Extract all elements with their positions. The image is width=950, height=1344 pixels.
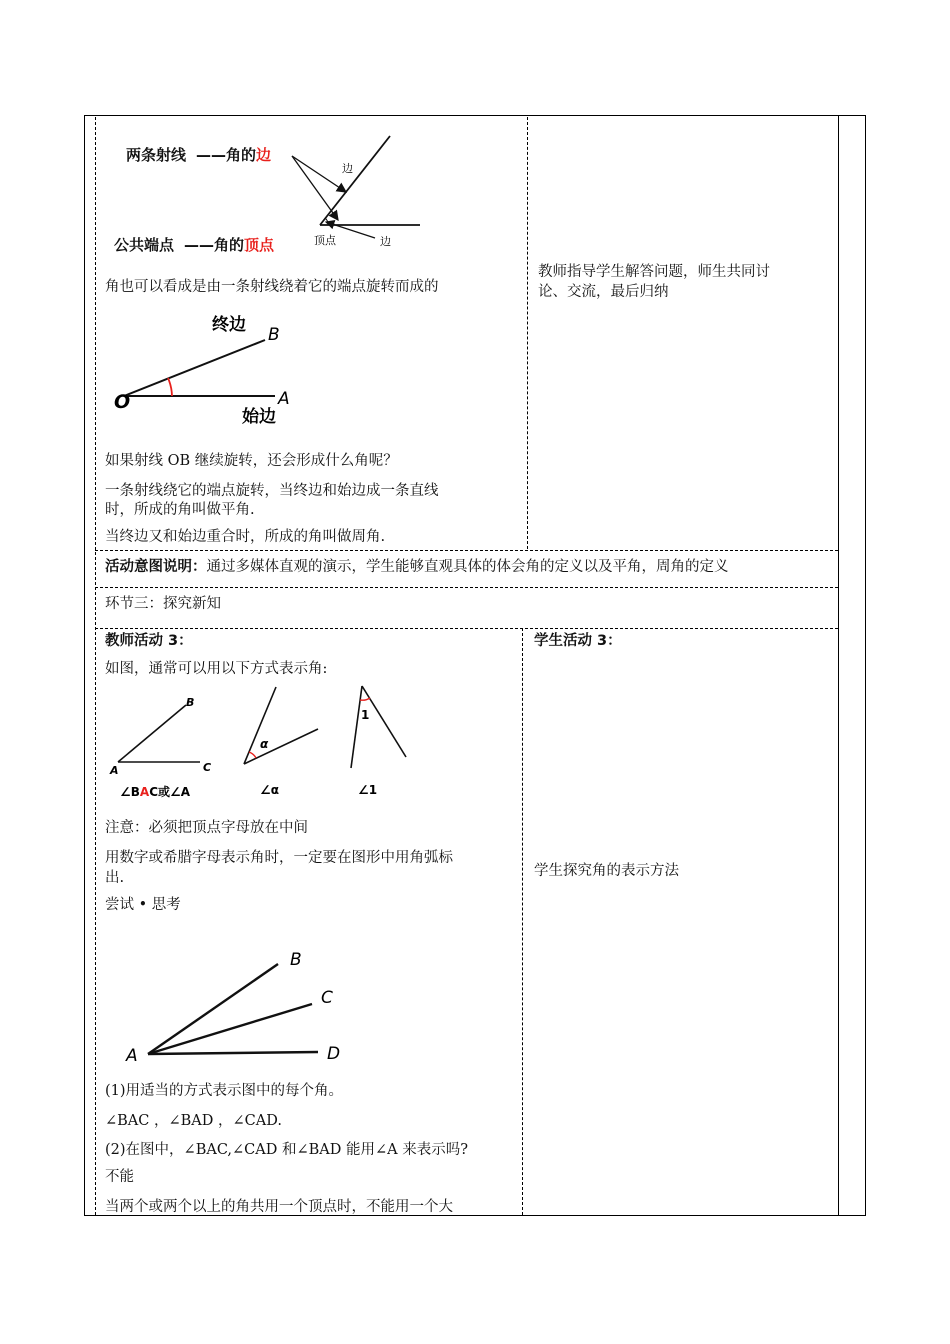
label-alpha: α <box>260 737 269 751</box>
dash2: ——角的 <box>184 236 245 254</box>
point-b: B <box>268 325 280 345</box>
label-one: 1 <box>361 708 370 722</box>
ray-label: 两条射线 <box>126 146 187 164</box>
ray-upper <box>320 136 390 225</box>
straight-angle-line1: 一条射线绕它的端点旋转，当终边和始边成一条直线 <box>105 483 439 499</box>
inner-left-dash <box>95 117 96 1215</box>
figure3-diagram <box>104 682 424 804</box>
label-b: B <box>186 696 195 709</box>
question1: (1)用适当的方式表示图中的每个角。 <box>105 1083 344 1099</box>
side-small-bottom: 边 <box>380 235 391 248</box>
student-explore-text: 学生探究角的表示方法 <box>534 863 679 879</box>
vertex-word: 顶点 <box>244 236 275 254</box>
alpha-arc <box>249 752 256 758</box>
rotation-arc <box>168 378 172 396</box>
side-word: 边 <box>256 146 272 164</box>
text-rotation: 角也可以看成是由一条射线绕着它的端点旋转而成的 <box>105 279 439 295</box>
figure4-diagram <box>120 940 360 1070</box>
label-a: A <box>110 764 119 777</box>
ray-ab <box>118 705 186 762</box>
caption-bac-red: A <box>139 785 150 799</box>
caption-alpha: ∠α <box>260 783 280 797</box>
col-divider-top <box>527 117 528 549</box>
last-line: 当两个或两个以上的角共用一个顶点时，不能用一个大 <box>105 1199 453 1215</box>
point-a: A <box>278 389 290 409</box>
fig4-d: D <box>327 1044 341 1064</box>
ray-d <box>148 1052 318 1054</box>
full-angle-text: 当终边又和始边重合时，所成的角叫做周角. <box>105 529 386 545</box>
table-inner-right-line <box>838 115 839 1215</box>
side-small-top: 边 <box>342 162 353 175</box>
ray-c <box>148 1004 312 1054</box>
row-divider-1 <box>95 550 838 551</box>
one-arc <box>360 698 370 700</box>
try-think: 尝试 • 思考 <box>105 897 181 913</box>
label-c: C <box>203 761 212 774</box>
angle-arc <box>325 218 328 225</box>
fig4-b: B <box>290 950 302 970</box>
ray-b <box>148 964 278 1054</box>
question-continue-rotate: 如果射线 OB 继续旋转，还会形成什么角呢？ <box>105 453 398 469</box>
teacher-guide-line2: 论、交流，最后归纳 <box>538 284 669 300</box>
ray-alpha-2 <box>244 729 318 764</box>
student-activity-heading: 学生活动 3： <box>534 633 622 649</box>
table-top-border <box>84 115 866 116</box>
endpoint-label: 公共端点 <box>114 236 175 254</box>
question2: (2)在图中，∠BAC,∠CAD 和∠BAD 能用∠A 来表示吗? <box>105 1142 468 1158</box>
vertex-small: 顶点 <box>314 234 336 247</box>
caption-bac-pre: ∠B <box>120 785 140 799</box>
col-divider-bottom <box>522 628 523 1215</box>
answer1: ∠BAC ，∠BAD ，∠CAD. <box>105 1113 282 1129</box>
fig4-c: C <box>321 988 333 1008</box>
fig4-a: A <box>126 1046 138 1066</box>
table-right-border <box>865 115 866 1215</box>
intent-label: 活动意图说明： <box>105 559 207 575</box>
activity-intent <box>105 557 729 577</box>
dash1: ——角的 <box>196 146 257 164</box>
arrow-to-upper <box>292 156 346 192</box>
teacher-guide-line1: 教师指导学生解答问题，师生共同讨 <box>538 264 770 280</box>
arrow-to-lower <box>292 156 338 220</box>
note-vertex-middle: 注意：必须把顶点字母放在中间 <box>105 820 308 836</box>
figure2-diagram <box>110 308 310 430</box>
figure1-diagram <box>280 128 440 250</box>
initial-side-label: 始边 <box>242 407 276 427</box>
row-divider-3 <box>95 628 838 629</box>
section-title: 环节三：探究新知 <box>105 596 221 612</box>
terminal-ray <box>124 340 265 396</box>
notation-intro: 如图，通常可以用以下方式表示角: <box>105 661 328 677</box>
arc-note-line1: 用数字或希腊字母表示角时，一定要在图形中用角弧标 <box>105 850 453 866</box>
answer2: 不能 <box>105 1169 134 1185</box>
caption-bac-post: C或∠A <box>149 785 191 799</box>
terminal-side-label: 终边 <box>212 315 246 335</box>
point-o: O <box>114 391 131 413</box>
ray-one-1 <box>351 686 362 768</box>
caption-one: ∠1 <box>358 783 378 797</box>
teacher-activity-heading: 教师活动 3： <box>105 633 193 649</box>
intent-text: 通过多媒体直观的演示，学生能够直观具体的体会角的定义以及平角，周角的定义 <box>206 559 729 575</box>
straight-angle-line2: 时，所成的角叫做平角. <box>105 502 255 518</box>
row-divider-2 <box>95 587 838 588</box>
table-left-border <box>84 115 85 1215</box>
ray-alpha-1 <box>244 687 276 764</box>
caption-bac <box>120 784 191 799</box>
figure1-caption-bottom <box>114 234 274 255</box>
arc-note-line2: 出. <box>105 870 125 886</box>
figure1-caption-top <box>126 144 271 165</box>
